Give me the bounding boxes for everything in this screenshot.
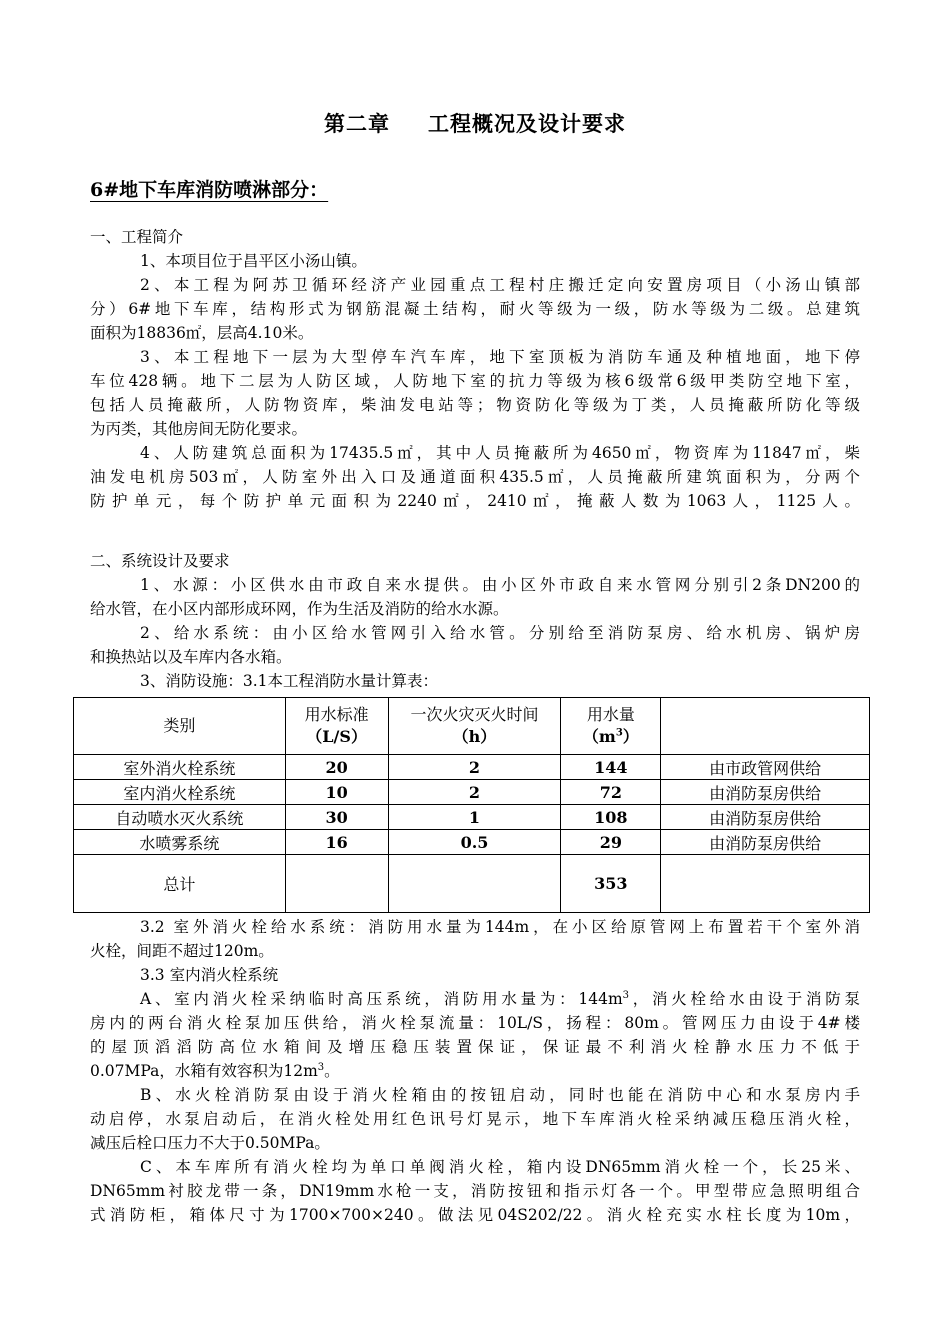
section-subtitle: 6#地下车库消防喷淋部分： (90, 179, 329, 201)
table-total-row (74, 855, 870, 913)
cell-vol: 108 (561, 805, 661, 830)
s3-pC-l2: DN65mm衬胶龙带一条，DN19mm水枪一支，消防按钮和指示灯各一个。甲型带应急照明组合 (90, 1182, 860, 1200)
chapter-title (0, 108, 950, 138)
cell-time: 2 (388, 755, 561, 780)
cell-std: 10 (285, 780, 388, 805)
cell-std: 20 (285, 755, 388, 780)
s1-p4-l1: 4、人防建筑总面积为17435.5㎡，其中人员掩蔽所为4650㎡，物资库为11847㎡，柴 (140, 444, 860, 462)
cell-note: 由消防泵房供给 (661, 830, 870, 855)
header-volume: 用水量 $(m^3)$ (561, 698, 661, 755)
cell-note: 由消防泵房供给 (661, 780, 870, 805)
table-row (74, 755, 870, 780)
s1-p1: 1、本项目位于昌平区小汤山镇。 (140, 252, 367, 270)
s3-pA-l2: 房内的两台消火栓泵加压供给，消火栓泵流量：10L/S，扬程：80m。管网压力由设于4#楼 (90, 1014, 860, 1032)
header-category: 类别 (74, 698, 286, 755)
s3-pB-l2: 动启停，水泵启动后，在消火栓处用红色讯号灯晃示，地下车库消火栓采纳减压稳压消火栓， (90, 1110, 860, 1128)
cell-time: 0.5 (388, 830, 561, 855)
s3-pB-l1: B、水火栓消防泵由设于消火栓箱由的按钮启动，同时也能在消防中心和水泵房内手 (140, 1086, 860, 1104)
s3-pC-l1: C、本车库所有消火栓均为单口单阀消火栓，箱内设DN65mm消火栓一个，长25米、 (140, 1158, 860, 1176)
s3-p32-l2: 火栓，间距不超过120m。 (90, 942, 274, 960)
s1-p4-l2: 油发电机房503㎡，人防室外出入口及通道面积435.5㎡，人员掩蔽所建筑面积为，分两个 (90, 468, 860, 486)
cell-time: 2 (388, 780, 561, 805)
s3-pA-l3: 的屋顶滔滔防高位水箱间及增压稳压装置保证，保证最不利消火栓静水压力不低于 (90, 1038, 860, 1056)
table-row (74, 830, 870, 855)
cell-time: 1 (388, 805, 561, 830)
s3-p32-l1: 3.2 室外消火栓给水系统：消防用水量为144m，在小区给原管网上布置若干个室外消 (140, 918, 860, 936)
s1-p3-l4: 为丙类，其他房间无防化要求。 (90, 420, 308, 438)
table-row (74, 805, 870, 830)
section2-heading: 二、系统设计及要求 (90, 552, 230, 570)
total-volume: 353 (561, 855, 661, 913)
section3-paragraphs (90, 915, 860, 1227)
total-label: 总计 (74, 855, 286, 913)
section1-heading: 一、工程简介 (90, 228, 184, 246)
cell-vol: 29 (561, 830, 661, 855)
s2-p1-l1: 1、水源：小区供水由市政自来水提供。由小区外市政自来水管网分别引2条DN200的 (140, 576, 860, 594)
s2-p2-l2: 和换热站以及车库内各水箱。 (90, 648, 292, 666)
s1-p3-l1: 3、本工程地下一层为大型停车汽车库，地下室顶板为消防车通及种植地面，地下停 (140, 348, 860, 366)
chapter-label: 第二章 (324, 111, 390, 136)
header-duration: 一次火灾灭火时间 （h） (388, 698, 561, 755)
s3-p33: 3.3 室内消火栓系统 (140, 966, 279, 984)
s1-p3-l3: 包括人员掩蔽所，人防物资库，柴油发电站等；物资防化等级为丁类，人员掩蔽所防化等级 (90, 396, 860, 414)
header-note (661, 698, 870, 755)
table-row (74, 780, 870, 805)
s3-pA-l4: 0.07MPa，水箱有效容积为$12m^3$。 (90, 1061, 340, 1080)
s3-pB-l3: 减压后栓口压力不大于0.50MPa。 (90, 1134, 330, 1152)
header-standard: 用水标准 （L/S） (285, 698, 388, 755)
s2-p1-l2: 给水管，在小区内部形成环网，作为生活及消防的给水水源。 (90, 600, 509, 618)
cell-type: 室内消火栓系统 (74, 780, 286, 805)
total-empty-std (285, 855, 388, 913)
total-empty-note (661, 855, 870, 913)
section1-paragraphs (90, 249, 860, 513)
cell-type: 室外消火栓系统 (74, 755, 286, 780)
water-calc-table (73, 697, 870, 913)
cell-std: 30 (285, 805, 388, 830)
cell-type: 自动喷水灭火系统 (74, 805, 286, 830)
cell-vol: 144 (561, 755, 661, 780)
s1-p3-l2: 车位428辆。地下二层为人防区域，人防地下室的抗力等级为核6级常6级甲类防空地下室， (90, 372, 860, 390)
table-header-row (74, 698, 870, 755)
cell-note: 由消防泵房供给 (661, 805, 870, 830)
s1-p4-l3: 防护单元，每个防护单元面积为2240㎡，2410㎡，掩蔽人数为1063人，1125人。 (90, 492, 860, 510)
total-empty-time (388, 855, 561, 913)
s1-p2-l1: 2、本工程为阿苏卫循环经济产业园重点工程村庄搬迁定向安置房项目（小汤山镇部 (140, 276, 860, 294)
cell-type: 水喷雾系统 (74, 830, 286, 855)
section2-paragraphs (90, 573, 860, 693)
s1-p2-l3: 面积为18836㎡，层高4.10米。 (90, 324, 314, 342)
s2-p2-l1: 2、给水系统：由小区给水管网引入给水管。分别给至消防泵房、给水机房、锅炉房 (140, 624, 860, 642)
s3-pA-l1: A、室内消火栓采纳临时高压系统，消防用水量为：$144m^3$，消火栓给水由设于消防泵 (140, 989, 860, 1008)
cell-std: 16 (285, 830, 388, 855)
cell-note: 由市政管网供给 (661, 755, 870, 780)
s3-pC-l3: 式消防柜，箱体尺寸为1700×700×240。做法见04S202/22。消火栓充实水柱长度为10m， (90, 1206, 860, 1224)
cell-vol: 72 (561, 780, 661, 805)
s2-p3: 3、消防设施：3.1本工程消防水量计算表： (140, 672, 439, 690)
chapter-heading: 工程概况及设计要求 (428, 111, 626, 136)
s1-p2-l2: 分）6#地下车库，结构形式为钢筋混凝土结构，耐火等级为一级，防水等级为二级。总建筑 (90, 300, 860, 318)
